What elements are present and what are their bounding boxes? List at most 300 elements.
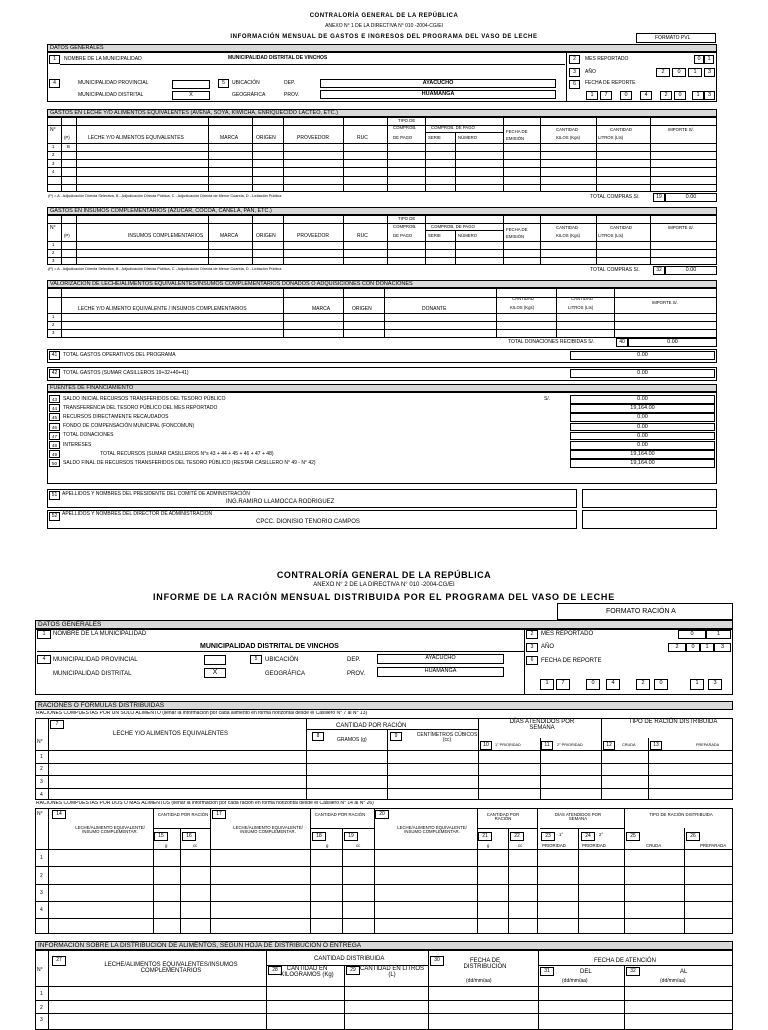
col-comprob-pago: COMPROB. DE PAGO	[431, 224, 475, 229]
presidente-name: ING.RAMIRO LLAMOCCA RODRIGUEZ	[226, 499, 335, 505]
col-importe: IMPORTE S/.	[652, 300, 678, 305]
col-tipo: TIPO DE	[398, 216, 416, 221]
row-num: 2	[40, 1005, 43, 1011]
grid-line	[47, 241, 717, 242]
row-num: 3	[52, 330, 55, 335]
grid-line	[496, 288, 497, 338]
cell-num: 47	[49, 432, 60, 440]
col-numero: NÚMERO	[458, 135, 478, 140]
fuente-label: TOTAL RECURSOS (SUMAR CASILLEROS N°s 43 + 44 + 45 + 46 + 47 + 48)	[100, 450, 274, 457]
subheader-mix: RACIONES COMPUESTAS POR DOS O MÁS ALIMENTOS (llenar la información por cada ración en forma horizontal desde el Casillero N° 14 al N° 26)	[36, 801, 374, 806]
fecha-digit: 0	[620, 91, 632, 100]
col-litros: LITROS (Lts)	[568, 305, 594, 310]
row-num: 3	[52, 258, 55, 263]
row-num: 4	[40, 907, 43, 913]
grid-line	[48, 718, 49, 800]
annex-label: ANEXO N° 1 DE LA DIRECTIVA N° 010 -2004-CG/EI	[325, 23, 443, 29]
col-tipo: TIPO DE RACIÓN DISTRIBUIDA	[649, 812, 713, 817]
col-cantidad: CANTIDAD	[556, 127, 578, 132]
row-num: 2	[52, 250, 55, 255]
grid-line	[306, 718, 307, 800]
grid-line	[47, 159, 717, 160]
ano-label: AÑO	[541, 644, 555, 650]
mes-digit: 0	[678, 630, 706, 639]
grid-line	[35, 901, 733, 902]
grid-line	[387, 117, 388, 192]
grid-line	[35, 1013, 733, 1014]
fuente-label: SALDO FINAL DE RECURSOS TRANSFERIDOS DEL TESORO PÚBLICO (RESTAR CASILLERO N° 49 - N° 42)	[63, 459, 316, 466]
grid-line	[684, 828, 685, 934]
grid-line	[252, 117, 253, 192]
grid-line	[208, 117, 209, 192]
grid-line	[455, 230, 456, 265]
grid-line	[208, 215, 209, 265]
fuente-value: 0.00	[570, 395, 715, 404]
col-proveedor: PROVEEDOR	[297, 135, 329, 141]
ano-digit: 3	[714, 643, 731, 652]
grid-line	[180, 828, 181, 934]
row-num: 1	[40, 754, 43, 760]
annex-label: ANEXO N° 2 DE LA DIRECTIVA N° 010 -2004-CG/EI	[313, 582, 455, 588]
col-g: g	[487, 843, 490, 848]
col-preparada: PREPARADA	[700, 843, 727, 848]
ano-digit: 2	[656, 68, 670, 77]
ano-digit: 0	[686, 643, 700, 652]
section-header-leche: GASTOS EN LECHE Y/O ALIMENTOS EQUIVALENTES (AVENA, SOYA, KIWICHA, ENRIQUECIDO LACTEO, ETC.)	[47, 109, 717, 117]
grid-line	[47, 329, 717, 330]
row-num: 2	[40, 873, 43, 879]
gastos-label: TOTAL GASTOS (SUMAR CASILLEROS 19+32+40+41)	[63, 370, 189, 376]
director-signature[interactable]	[582, 510, 717, 529]
cell-num: 46	[49, 423, 60, 431]
fecha-digit: 3	[708, 679, 722, 690]
grid-line	[343, 117, 344, 192]
col-item: LECHE Y/O ALIMENTOS EQUIVALENTES	[88, 135, 184, 141]
grid-line	[76, 117, 77, 192]
fuente-value: 19,164.00	[570, 450, 715, 459]
col-tipo: TIPO DE RACIÓN DISTRIBUIDA	[628, 719, 718, 725]
dist-check[interactable]: X	[204, 668, 226, 678]
ano-label: AÑO	[585, 69, 596, 75]
grid-line	[47, 167, 717, 168]
col-fecha-fmt: (dd/mm/aa)	[562, 978, 588, 984]
grid-line	[47, 321, 717, 322]
cell-num: 1	[49, 55, 60, 64]
fecha-digit: 7	[556, 679, 570, 690]
fecha-digit: 1	[692, 91, 704, 100]
grid-line	[614, 288, 615, 338]
col-fecha: FECHA DE	[506, 227, 528, 232]
col-origen: ORIGEN	[352, 306, 372, 312]
mes-label: MES REPORTADO	[541, 631, 594, 637]
col-n: N°	[50, 225, 56, 231]
col-al: AL	[680, 969, 688, 975]
prov-value: HUAMANGA	[377, 667, 504, 677]
fecha-digit: 0	[674, 91, 686, 100]
grid-line	[283, 215, 284, 265]
fuente-value: 0.00	[570, 423, 715, 432]
col-mix: LECHE/ALIMENTO EQUIVALENTE/ INSUMO COMPLEMENTAR.	[75, 825, 145, 835]
col-emision: EMISIÓN	[506, 234, 525, 239]
section-header-general: DATOS GENERALES	[35, 620, 733, 629]
col-depago: DE PAGO	[393, 135, 413, 140]
grid-line	[35, 1000, 733, 1001]
grid-line	[35, 884, 733, 885]
grid-line	[508, 828, 509, 934]
col-cruda: CRUDA	[622, 743, 636, 747]
section-header-general: DATOS GENERALES	[47, 44, 717, 52]
col-n: N°	[37, 739, 43, 745]
row-num: 1	[52, 242, 55, 247]
fecha-label: FECHA DE REPORTE	[585, 80, 636, 86]
fecha-label: FECHA DE REPORTE	[541, 658, 602, 664]
col-g: g	[165, 843, 168, 848]
fecha-digit: 1	[540, 679, 554, 690]
row-num: 3	[40, 779, 43, 785]
col-donante: DONANTE	[422, 306, 447, 312]
fecha-digit: 4	[606, 679, 620, 690]
total-value: 0.00	[665, 193, 717, 202]
col-marca: MARCA	[312, 306, 331, 312]
dist-label: MUNICIPALIDAD DISTRITAL	[78, 92, 144, 98]
grid-line	[343, 288, 344, 338]
cell-num: 45	[49, 413, 60, 421]
prov-label: MUNICIPALIDAD PROVINCIAL	[53, 657, 138, 663]
grid-line	[540, 828, 624, 829]
fuente-label: TRANSFERENCIA DEL TESORO PÚBLICO DEL MES REPORTADO	[63, 404, 218, 411]
fuente-label: TOTAL DONACIONES	[63, 432, 114, 439]
prov-check[interactable]	[204, 655, 226, 665]
format-box: FORMATO RACIÓN A	[557, 603, 733, 620]
legend: (P) = A - Adjudicación Directa Selectiva, B - Adjudicación Directa Pública, C - Adjudicación Directa de Menor Cuantía, D - Licitación Pública	[48, 267, 282, 271]
grid-line	[47, 223, 717, 224]
col-kg: CANTIDAD EN KILOGRAMOS (Kg)	[280, 966, 334, 978]
fecha-digit: 1	[690, 679, 704, 690]
fuente-label: RECURSOS DIRECTAMENTE RECAUDADOS	[63, 413, 169, 420]
grid-line	[48, 950, 49, 1030]
section-header-distribucion: INFORMACIÓN SOBRE LA DISTRIBUCIÓN DE ALIMENTOS, SEGÚN HOJA DE DISTRIBUCIÓN O ENTREGA	[35, 941, 733, 950]
muni-label: NOMBRE DE LA MUNICIPALIDAD	[64, 56, 142, 62]
grid-line	[537, 808, 538, 934]
col-kilos: KILOS (Kgs)	[510, 305, 535, 310]
grid-line	[578, 828, 579, 934]
col-importe: IMPORTE S/.	[668, 127, 694, 132]
grid-line	[35, 866, 733, 867]
fecha-digit: 0	[654, 679, 668, 690]
grid-line	[374, 808, 375, 934]
mes-digit: 0	[694, 55, 704, 64]
col-cc: CENTÍMETROS CÚBICOS (cc)	[416, 732, 478, 743]
grid-line	[266, 950, 267, 1030]
grid-line	[47, 297, 717, 298]
cell-num: 50	[49, 459, 60, 467]
mes-digit: 1	[704, 55, 714, 64]
grid-line	[306, 729, 479, 730]
grid-line	[425, 215, 426, 265]
col-proveedor: PROVEEDOR	[297, 233, 329, 239]
dep-label: DEP.	[284, 80, 296, 86]
grid-line	[61, 288, 62, 338]
presidente-signature[interactable]	[582, 489, 717, 508]
col-n: N°	[50, 127, 56, 133]
grid-line	[540, 117, 541, 192]
presidente-label: APELLIDOS Y NOMBRES DEL PRESIDENTE DEL COMITÉ DE ADMINISTRACIÓN	[62, 491, 250, 497]
row-num: 3	[52, 161, 55, 166]
ano-digit: 1	[688, 68, 702, 77]
grid-line	[556, 288, 557, 338]
grid-line	[428, 950, 429, 1030]
fuente-label: FONDO DE COMPENSACIÓN MUNICIPAL (FONCOMUN)	[63, 423, 195, 430]
dep-value: AYACUCHO	[377, 654, 504, 664]
col-p2: 2°	[599, 832, 604, 837]
grid-line	[35, 788, 733, 789]
row-num: 4	[40, 792, 43, 798]
dist-check[interactable]: X	[172, 91, 210, 100]
prov-short: PROV.	[284, 92, 300, 98]
ano-digit: 1	[700, 643, 714, 652]
grid-line	[601, 718, 602, 800]
geo-label: GEOGRÁFICA	[232, 92, 266, 98]
col-cant: CANTIDAD POR RACIÓN	[157, 812, 209, 817]
geo-label: GEOGRÁFICA	[265, 671, 306, 677]
org-title: CONTRALORÍA GENERAL DE LA REPÚBLICA	[309, 13, 459, 19]
row-num: 1	[40, 855, 43, 861]
grid-line	[47, 125, 717, 126]
dist-label: MUNICIPALIDAD DISTRITAL	[53, 671, 132, 677]
grid-line	[48, 808, 49, 934]
grid-line	[540, 215, 541, 265]
grid-line	[47, 143, 717, 144]
grid-line	[47, 249, 717, 250]
col-cc: cc	[193, 843, 198, 848]
col-origen: ORIGEN	[256, 135, 276, 141]
legend: (P) = A - Adjudicación Directa Selectiva, B - Adjudicación Directa Pública, C - Adjudicación Directa de Menor Cuantía, D - Licitación Pública	[48, 194, 282, 198]
grid-line	[61, 117, 62, 192]
cell-num: 49	[49, 450, 60, 458]
gastos-op-value: 0.00	[570, 351, 715, 360]
col-dias: DÍAS ATENDIDOS POR SEMANA	[509, 719, 575, 731]
cell-num: 48	[49, 441, 60, 449]
col-kilos: KILOS (Kgs)	[556, 233, 581, 238]
col-fecha: FECHA DE	[506, 129, 528, 134]
prov-value: HUAMANGA	[320, 90, 556, 99]
col-importe: IMPORTE S/.	[668, 225, 694, 230]
grid-line	[283, 288, 284, 338]
col-cantidad: CANTIDAD	[571, 296, 593, 301]
col-cantidad: CANTIDAD	[556, 225, 578, 230]
col-cant-racion: CANTIDAD POR RACIÓN	[336, 723, 407, 729]
grid-line	[425, 230, 503, 231]
col-cant: CANTIDAD POR RACIÓN	[486, 812, 520, 822]
total-value: 0.00	[628, 338, 717, 347]
col-marca: MARCA	[220, 233, 239, 239]
cell-num: 44	[49, 404, 60, 412]
grid-line	[387, 215, 388, 265]
col-g: g	[326, 843, 329, 848]
col-origen: ORIGEN	[256, 233, 276, 239]
grid-line	[478, 718, 479, 800]
fecha-digit: 1	[586, 91, 598, 100]
fuente-label: INTERESES	[63, 441, 92, 448]
grid-line	[35, 986, 733, 987]
grid-line	[596, 215, 597, 265]
total-value: 0.00	[665, 266, 717, 275]
row-num: 4	[52, 169, 55, 174]
subheader-single: RACIONES COMPUESTAS POR UN SOLO ALIMENTO (llenar la información por cada alimento en forma horizontal desde el Casillero N° 7 al N° 13)	[36, 711, 368, 716]
grid-line	[624, 808, 625, 934]
grid-line	[61, 215, 62, 265]
col-cc: cc	[518, 843, 523, 848]
gastos-value: 0.00	[570, 369, 715, 378]
col-p: (P)	[64, 135, 70, 140]
muni-name: MUNICIPALIDAD DISTRITAL DE VINCHOS	[200, 643, 339, 650]
col-tipo: TIPO DE	[398, 118, 416, 123]
grid-line	[210, 808, 211, 934]
fecha-digit: 0	[586, 679, 600, 690]
grid-line	[35, 849, 733, 850]
col-numero: NÚMERO	[458, 233, 478, 238]
grid-line	[503, 215, 504, 265]
col-cant: CANTIDAD POR RACIÓN	[314, 812, 366, 817]
col-leche: LECHE Y/O ALIMENTOS EQUIVALENTES	[113, 731, 229, 737]
format-box: FORMATO PVL	[636, 33, 716, 43]
prov-check[interactable]	[172, 80, 210, 89]
row-num: 3	[40, 1017, 43, 1023]
col-preparada: PREPARADA	[696, 743, 720, 747]
section-header-fuentes: FUENTES DE FINANCIAMIENTO	[47, 384, 717, 392]
grid-line	[153, 828, 210, 829]
grid-line	[153, 808, 154, 934]
total-label: TOTAL COMPRAS S/.	[590, 267, 640, 273]
org-title: CONTRALORÍA GENERAL DE LA REPÚBLICA	[276, 570, 492, 580]
cell-num: 43	[49, 395, 60, 403]
ubic-label: UBICACIÓN	[232, 80, 260, 86]
grid-line	[648, 738, 649, 800]
mes-label: MES REPORTADO	[585, 56, 629, 62]
col-cant-dist: CANTIDAD DISTRIBUIDA	[314, 956, 385, 962]
currency: S/.	[544, 396, 551, 402]
row-num: 3	[40, 890, 43, 896]
form-title: INFORMACIÓN MENSUAL DE GASTOS E INGRESOS DEL PROGRAMA DEL VASO DE LECHE	[230, 34, 538, 40]
grid-line	[624, 965, 625, 1030]
fuente-value: 19,164.00	[570, 404, 715, 413]
row-num: 1	[40, 991, 43, 997]
col-fecha-fmt: (dd/mm/aa)	[660, 978, 686, 984]
grid-line	[538, 950, 539, 1030]
mes-digit: 1	[706, 630, 731, 639]
grid-line	[387, 729, 388, 800]
fuente-value: 19,164.00	[570, 459, 715, 468]
col-litros: LITROS (Lts)	[598, 233, 624, 238]
col-item: LECHE/ALIMENTOS EQUIVALENTES/INSUMOS COMPLEMENTARIOS	[104, 962, 238, 974]
col-cantidad: CANTIDAD	[610, 225, 632, 230]
grid-line	[425, 132, 503, 133]
grid-line	[342, 828, 343, 934]
fecha-digit: 7	[600, 91, 612, 100]
dep-value: AYACUCHO	[320, 79, 556, 88]
grid-line	[35, 763, 733, 764]
col-mix: LECHE/ALIMENTO EQUIVALENTE/ INSUMO COMPLEMENTAR.	[397, 825, 467, 835]
col-serie: SERIE	[428, 233, 441, 238]
col-n: N°	[37, 811, 43, 817]
row-num: 2	[40, 766, 43, 772]
col-ruc: RUC	[357, 135, 368, 141]
fuente-value: 0.00	[570, 441, 715, 450]
director-name: CPCC. DIONISIO TENORIO CAMPOS	[256, 519, 360, 525]
grid-line	[47, 151, 717, 152]
fecha-digit: 2	[660, 91, 672, 100]
col-item: INSUMOS COMPLEMENTARIOS	[128, 233, 204, 239]
col-emision: EMISIÓN	[506, 136, 525, 141]
fuente-value: 0.00	[570, 432, 715, 441]
col-item: LECHE Y/O ALIMENTO EQUIVALENTE / INSUMOS COMPLEMENTARIOS	[78, 306, 247, 312]
col-ruc: RUC	[357, 233, 368, 239]
grid-line	[650, 215, 651, 265]
col-prioridad: PRIORIDAD	[542, 843, 566, 848]
col-n: N°	[37, 967, 43, 973]
col-fecha-dist: FECHA DE DISTRIBUCIÓN	[463, 958, 507, 970]
fuente-value: 0.00	[570, 413, 715, 422]
total-label: TOTAL COMPRAS S/.	[590, 194, 640, 200]
col-comprob-pago: COMPROB. DE PAGO	[431, 125, 475, 130]
grid-line	[76, 215, 77, 265]
col-fecha-fmt: (dd/mm/aa)	[466, 978, 492, 984]
prov-label: MUNICIPALIDAD PROVINCIAL	[78, 80, 149, 86]
col-depago: DE PAGO	[393, 233, 413, 238]
col-prioridad: PRIORIDAD	[582, 843, 606, 848]
col-cantidad: CANTIDAD	[610, 127, 632, 132]
grid-line	[47, 257, 717, 258]
grid-line	[35, 750, 733, 751]
grid-line	[35, 918, 733, 919]
col-del: DEL	[580, 969, 592, 975]
col-fecha-at: FECHA DE ATENCIÓN	[594, 958, 656, 964]
grid-line	[538, 965, 733, 966]
col-dias: DÍAS ATENDIDOS POR SEMANA	[554, 812, 602, 822]
fecha-digit: 2	[636, 679, 650, 690]
row-num: 2	[52, 322, 55, 327]
muni-name: MUNICIPALIDAD DISTRITAL DE VINCHOS	[228, 55, 328, 61]
gastos-op-label: TOTAL GASTOS OPERATIVOS DEL PROGRAMA	[63, 352, 176, 358]
grid-line	[455, 132, 456, 192]
col-litros: LITROS (Lts)	[598, 135, 624, 140]
col-kilos: KILOS (Kgs)	[556, 135, 581, 140]
col-cantidad: CANTIDAD	[512, 296, 534, 301]
col-gramos: GRAMOS (g)	[337, 737, 367, 743]
muni-label: NOMBRE DE LA MUNICIPALIDAD	[53, 631, 147, 637]
grid-line	[47, 313, 717, 314]
row-num: 2	[52, 152, 55, 157]
col-comprob: COMPROB.	[393, 224, 417, 229]
grid-line	[477, 828, 537, 829]
grid-line	[596, 117, 597, 192]
col-p1: 1° PRIORIDAD	[495, 743, 521, 747]
grid-line	[283, 117, 284, 192]
grid-line	[503, 117, 504, 192]
section-header-raciones: RACIONES O FÓRMULAS DISTRIBUIDAS	[35, 701, 733, 710]
director-label: APELLIDOS Y NOMBRES DEL DIRECTOR DE ADMINISTRACIÓN	[62, 511, 213, 517]
col-cc: cc	[356, 843, 361, 848]
col-p2: 2° PRIORIDAD	[557, 743, 583, 747]
col-p1: 1°	[559, 832, 564, 837]
fuente-label: SALDO INICIAL RECURSOS TRANSFERIDOS DEL TESORO PÚBLICO	[63, 395, 226, 402]
row-num: 1	[52, 314, 55, 319]
grid-line	[343, 215, 344, 265]
col-cruda: CRUDA	[646, 843, 662, 848]
grid-line	[47, 176, 717, 177]
dep-label: DEP.	[347, 657, 361, 663]
fecha-digit: 3	[704, 91, 715, 100]
